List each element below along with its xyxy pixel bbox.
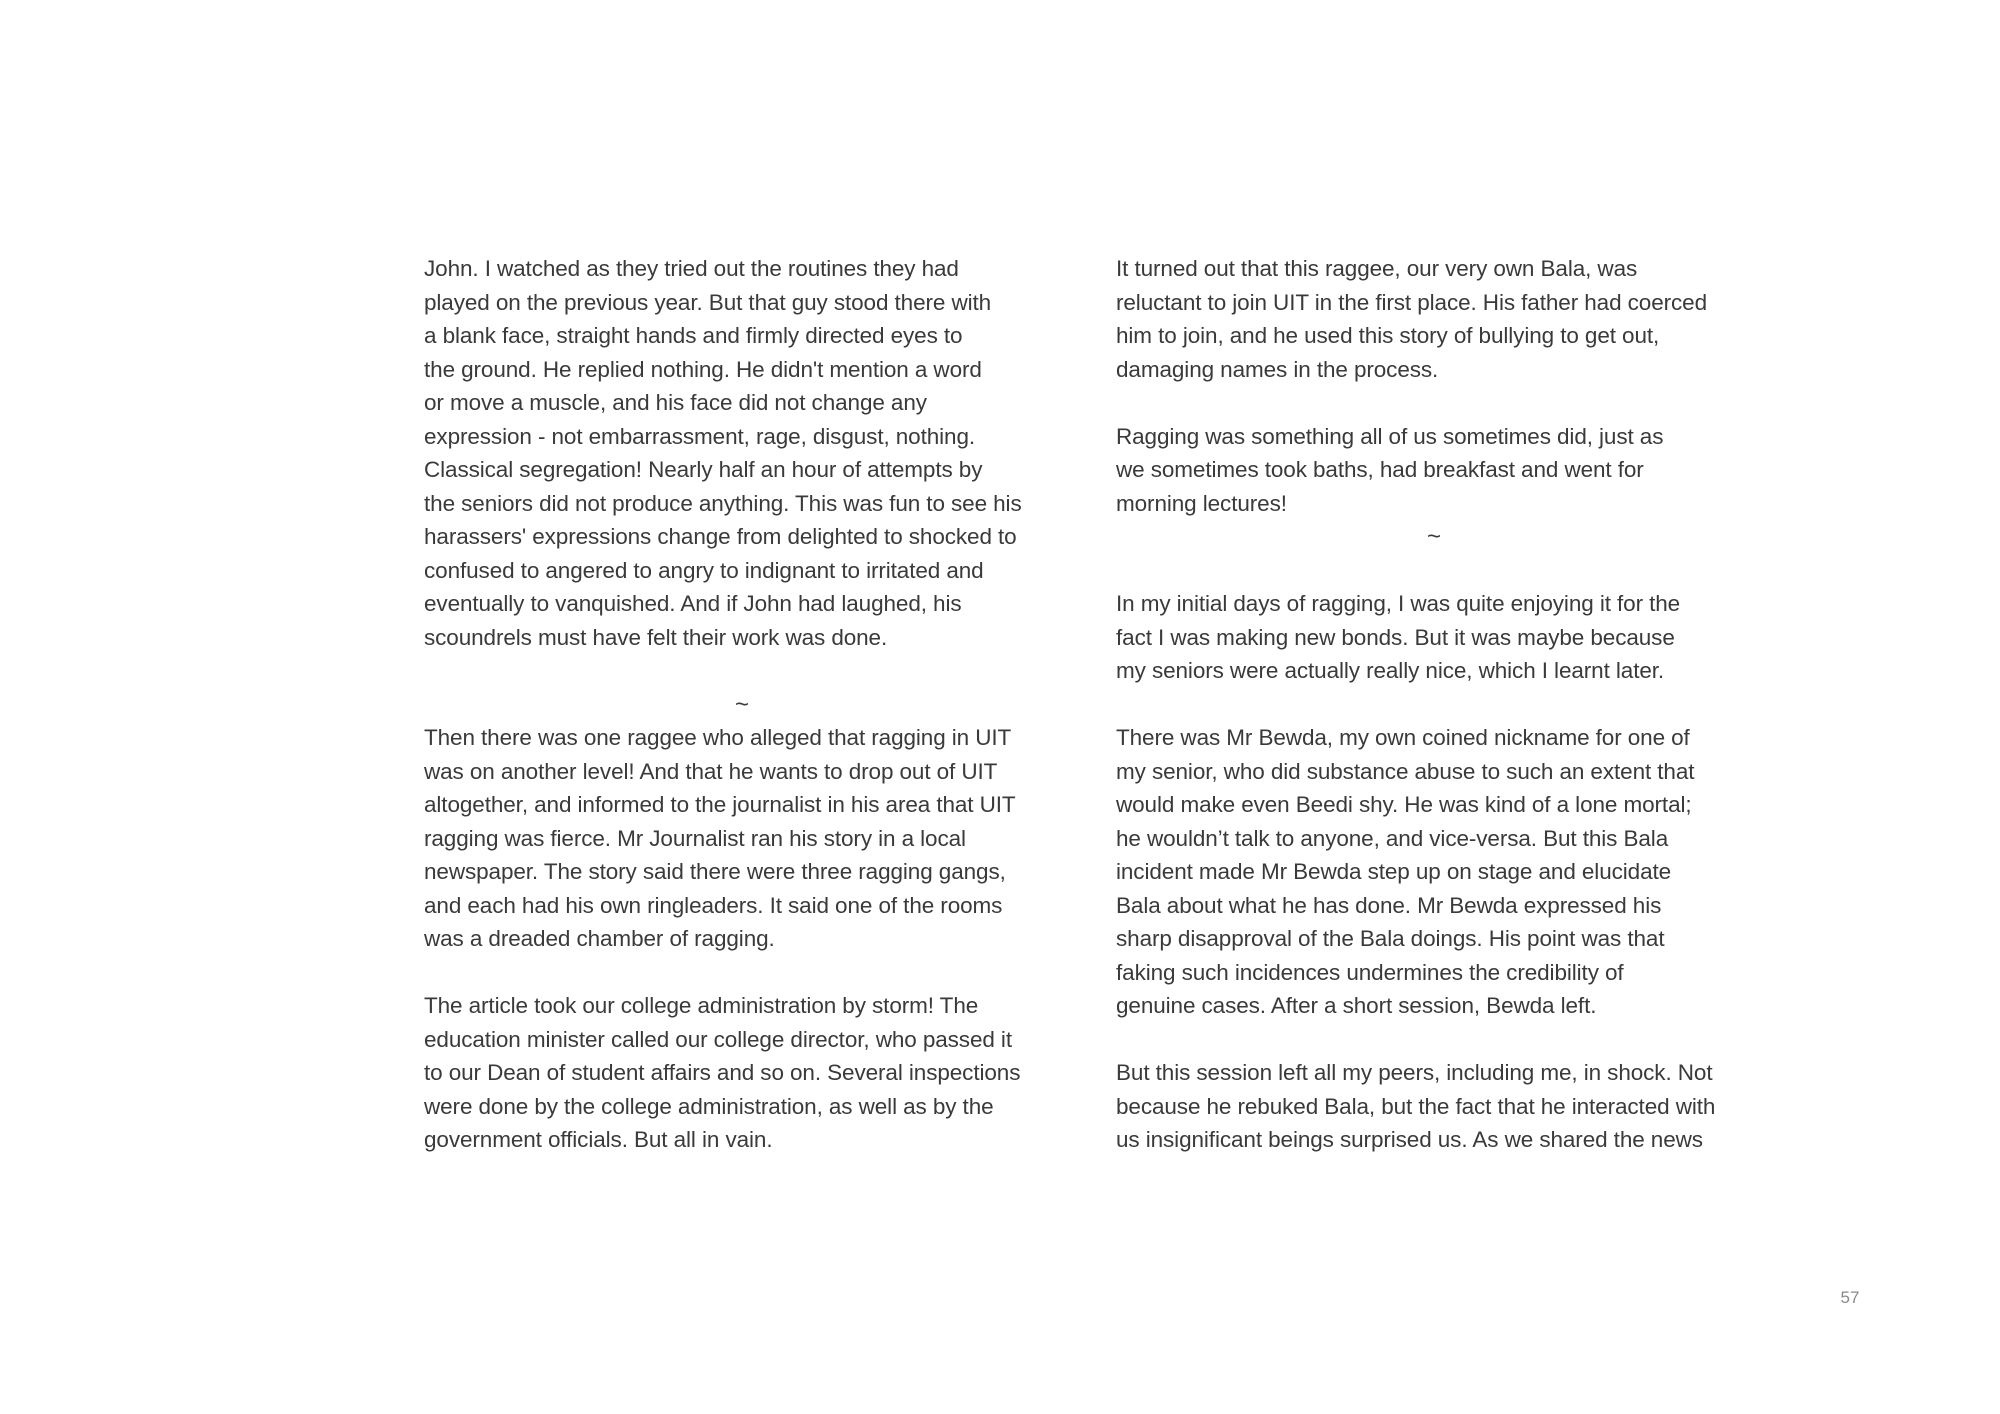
- text-line: ragging was fierce. Mr Journalist ran his story in a local: [424, 825, 966, 851]
- text-line: scoundrels must have felt their work was done.: [424, 624, 888, 650]
- text-line: confused to angered to angry to indignant to irritated and: [424, 557, 984, 583]
- text-line: John. I watched as they tried out the routines they had: [424, 256, 959, 281]
- text-line: played on the previous year. But that guy stood there with: [424, 289, 992, 315]
- text-line: my senior, who did substance abuse to such an extent that: [1116, 758, 1695, 784]
- text-line: There was Mr Bewda, my own coined nickname for one of: [1116, 725, 1690, 750]
- paragraph-gap: [1116, 1023, 1776, 1057]
- paragraph-gap: [424, 956, 1084, 990]
- page-number: 57: [1840, 1288, 1860, 1307]
- text-line: The article took our college administration by storm! The: [424, 993, 979, 1018]
- text-line: the seniors did not produce anything. This was fun to see his: [424, 490, 1022, 516]
- text-line: or move a muscle, and his face did not change any: [424, 390, 927, 415]
- text-line: Classical segregation! Nearly half an hour of attempts by: [424, 457, 983, 482]
- text-line: harassers' expressions change from delighted to shocked to: [424, 524, 1017, 549]
- paragraph-gap: [424, 654, 1084, 688]
- text-line: reluctant to join UIT in the first place. His father had coerced: [1116, 289, 1707, 315]
- text-line: expression - not embarrassment, rage, disgust, nothing.: [424, 423, 976, 449]
- text-line: the ground. He replied nothing. He didn't mention a word: [424, 356, 982, 382]
- text-line: him to join, and he used this story of bullying to get out,: [1116, 323, 1660, 348]
- text-line: my seniors were actually really nice, which I learnt later.: [1116, 658, 1665, 683]
- text-line: It turned out that this raggee, our very own Bala, was: [1116, 256, 1638, 281]
- text-line: us insignificant beings surprised us. As we shared the news: [1116, 1127, 1703, 1152]
- text-line: fact I was making new bonds. But it was maybe because: [1116, 624, 1675, 650]
- text-line: genuine cases. After a short session, Bewda left.: [1116, 993, 1597, 1018]
- right-text-column: [1116, 252, 1776, 1157]
- section-separator: ~: [1426, 523, 1441, 550]
- text-line: he wouldn’t talk to anyone, and vice-versa. But this Bala: [1116, 825, 1669, 851]
- text-line: to our Dean of student affairs and so on. Several inspections: [424, 1060, 1021, 1085]
- paragraph-gap: [1116, 386, 1776, 420]
- paragraph-gap: [1116, 688, 1776, 722]
- text-line: because he rebuked Bala, but the fact that he interacted with: [1116, 1093, 1716, 1119]
- text-line: was a dreaded chamber of ragging.: [424, 926, 775, 951]
- text-line: and each had his own ringleaders. It said one of the rooms: [424, 892, 1003, 918]
- text-line: morning lectures!: [1116, 490, 1287, 516]
- text-line: altogether, and informed to the journalist in his area that UIT: [424, 792, 1016, 817]
- text-line: were done by the college administration, as well as by the: [424, 1093, 994, 1119]
- text-line: we sometimes took baths, had breakfast and went for: [1116, 457, 1644, 482]
- text-line: Bala about what he has done. Mr Bewda expressed his: [1116, 892, 1662, 918]
- text-line: faking such incidences undermines the credibility of: [1116, 959, 1624, 985]
- text-line: damaging names in the process.: [1116, 356, 1439, 382]
- text-line: newspaper. The story said there were three ragging gangs,: [424, 859, 1006, 884]
- left-text-column: [424, 252, 1084, 1157]
- text-line: Then there was one raggee who alleged that ragging in UIT: [424, 725, 1012, 750]
- text-line: eventually to vanquished. And if John had laughed, his: [424, 591, 962, 616]
- text-line: government officials. But all in vain.: [424, 1127, 773, 1152]
- text-line: sharp disapproval of the Bala doings. His point was that: [1116, 926, 1665, 951]
- text-line: incident made Mr Bewda step up on stage and elucidate: [1116, 859, 1672, 884]
- text-line: was on another level! And that he wants to drop out of UIT: [424, 758, 998, 784]
- text-line: education minister called our college director, who passed it: [424, 1026, 1012, 1052]
- text-line: Ragging was something all of us sometimes did, just as: [1116, 423, 1664, 449]
- paragraph-gap: [1116, 554, 1776, 588]
- text-line: But this session left all my peers, including me, in shock. Not: [1116, 1060, 1713, 1085]
- text-line: would make even Beedi shy. He was kind of a lone mortal;: [1116, 792, 1692, 817]
- text-line: In my initial days of ragging, I was quite enjoying it for the: [1116, 591, 1681, 616]
- section-separator: ~: [734, 690, 749, 718]
- text-line: a blank face, straight hands and firmly directed eyes to: [424, 323, 963, 348]
